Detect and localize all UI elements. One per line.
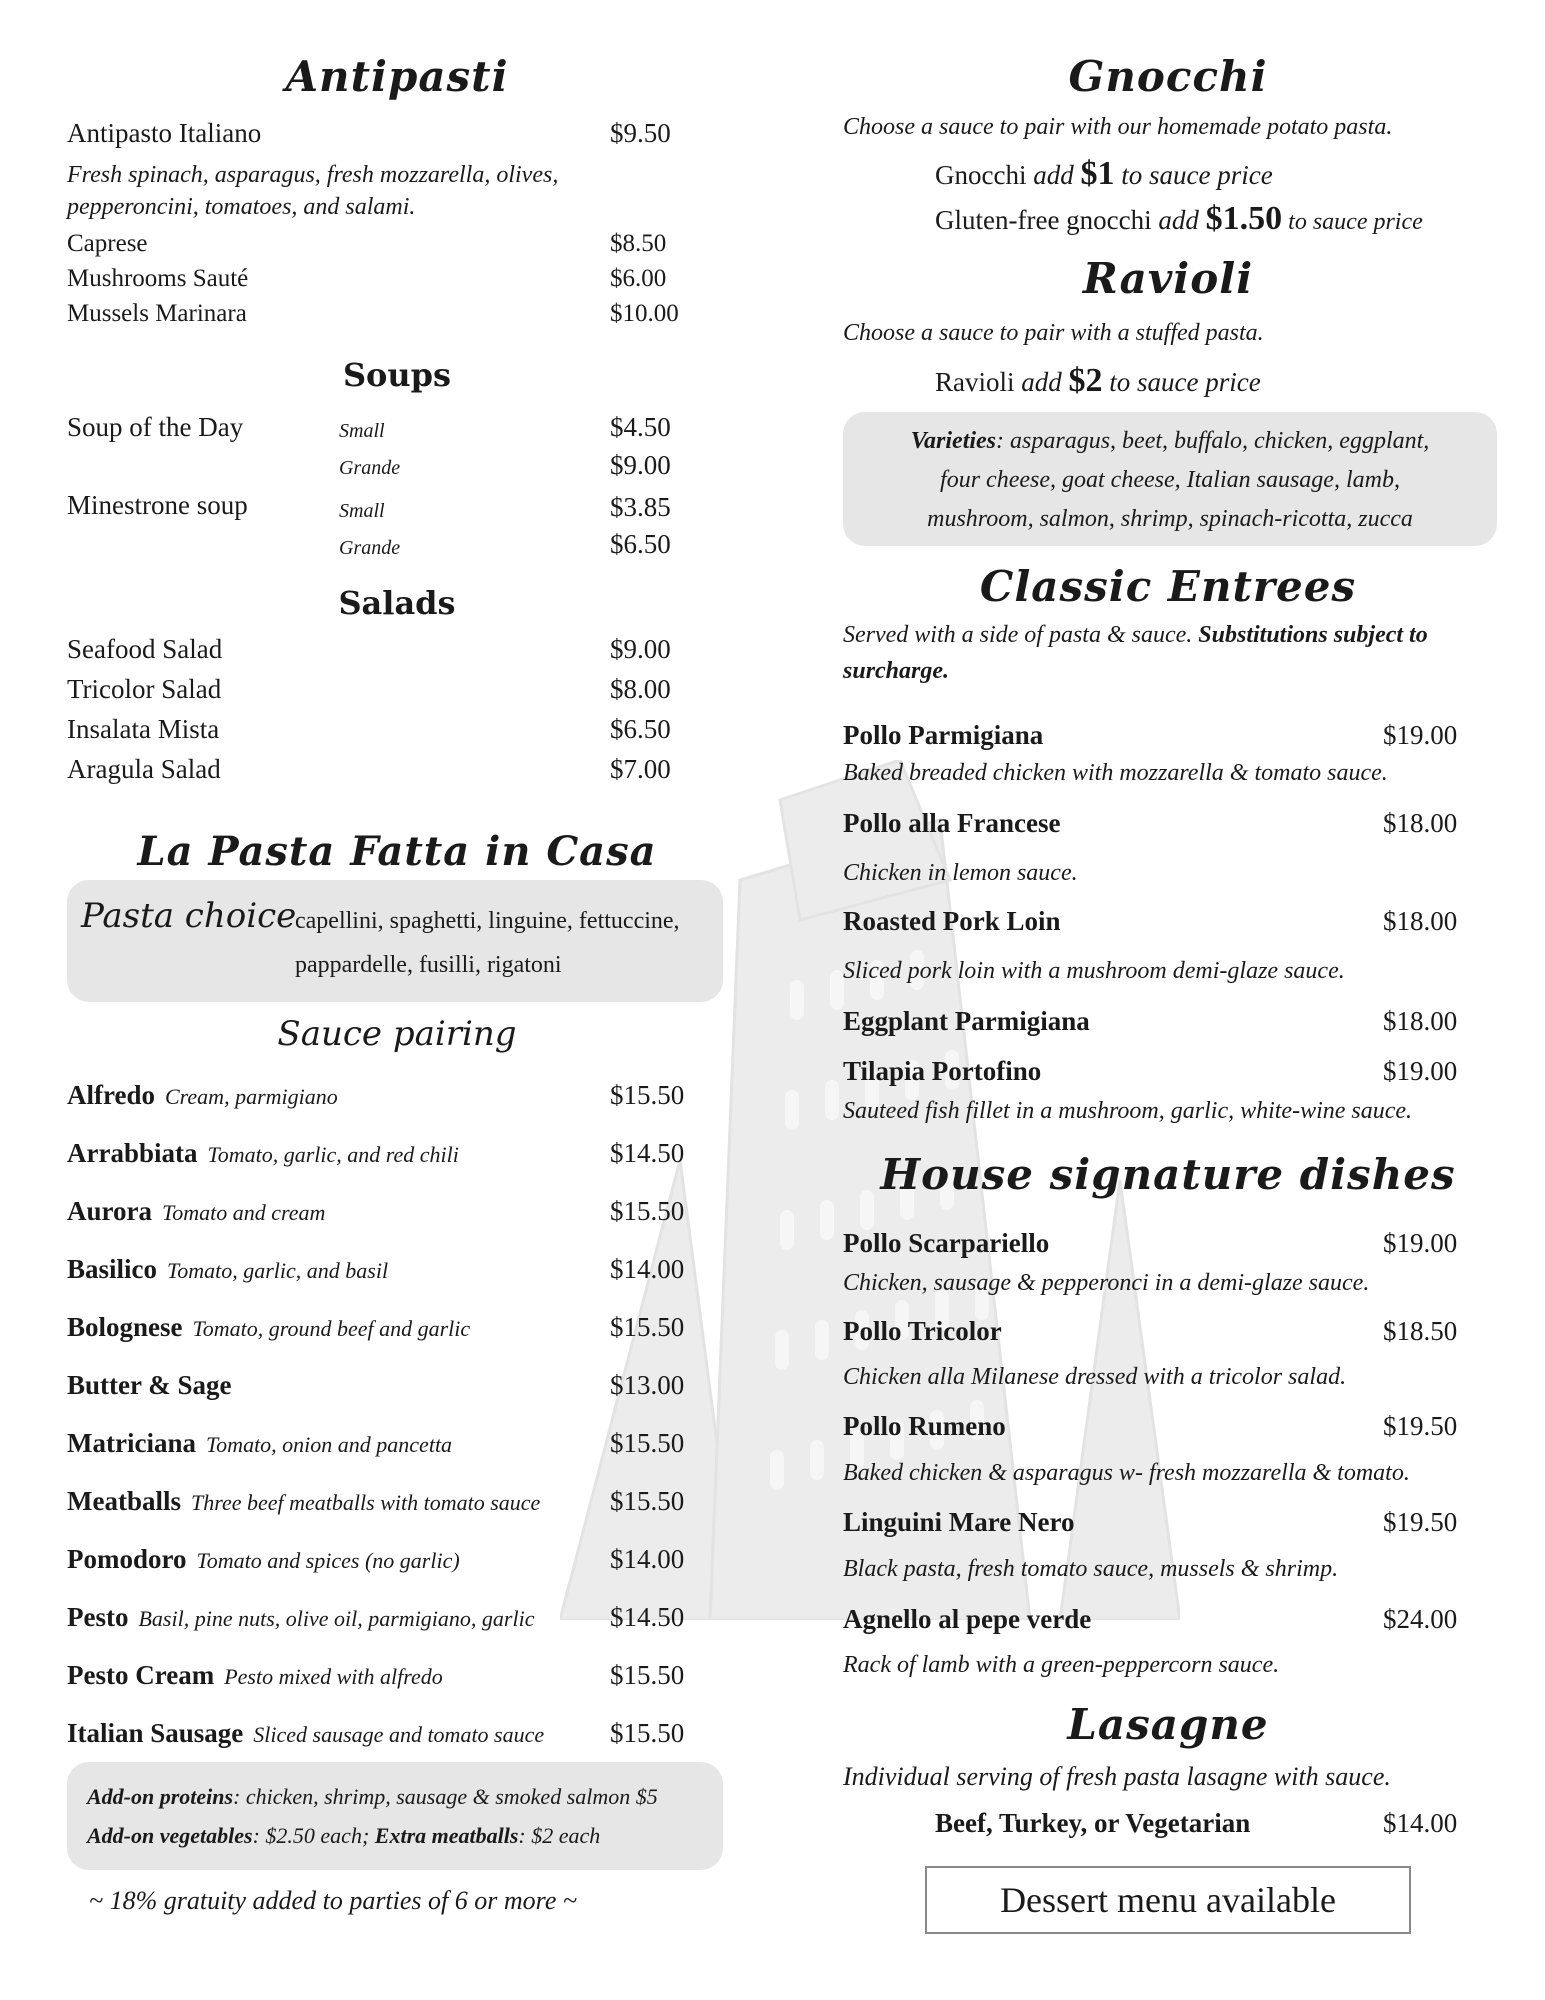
sauce-price: $14.00 [610, 1254, 685, 1284]
sauce-price: $15.50 [610, 1660, 685, 1690]
signature-dish-price: $19.50 [1383, 1411, 1458, 1441]
salads-title: Salads [338, 584, 456, 622]
signature-dish-desc: Baked chicken & asparagus w- fresh mozzarella & tomato. [843, 1460, 1410, 1486]
signature-dish-price: $19.50 [1383, 1507, 1458, 1537]
ravioli-option-amount: $2 [1068, 362, 1103, 399]
sauce-desc: Tomato and spices (no garlic) [196, 1548, 460, 1573]
sauce-name: Basilico [67, 1254, 158, 1284]
entree-name: Pollo Parmigiana [843, 720, 1044, 750]
salad-item-name: Insalata Mista [67, 714, 220, 744]
sauce-desc: Tomato, onion and pancetta [205, 1432, 453, 1457]
pasta-choice-list: pappardelle, fusilli, rigatoni [295, 952, 562, 978]
lasagne-item-price: $14.00 [1383, 1808, 1458, 1838]
soup-size-label: Small [339, 500, 385, 522]
sauce-row [67, 1718, 544, 1749]
addons-box [67, 1762, 723, 1870]
sauce-desc: Sliced sausage and tomato sauce [253, 1722, 545, 1747]
salad-item-price: $6.50 [610, 714, 671, 744]
sauce-name: Pomodoro [67, 1544, 187, 1574]
sauce-price: $15.50 [610, 1080, 685, 1110]
antipasti-item-price: $10.00 [610, 300, 679, 327]
sauce-name: Italian Sausage [67, 1718, 244, 1748]
ravioli-option-add: add [1014, 367, 1069, 397]
soup-item-name: Soup of the Day [67, 412, 244, 442]
sauce-desc: Tomato and cream [162, 1200, 326, 1225]
entree-price: $19.00 [1383, 1056, 1458, 1086]
gnocchi-option-amount: $1 [1080, 155, 1115, 192]
sauce-row [67, 1486, 540, 1517]
addon-proteins-text: : chicken, shrimp, sausage & smoked salmon $5 [233, 1784, 658, 1809]
extra-meatballs-text: : $2 each [518, 1823, 601, 1848]
antipasti-item-price: $6.00 [610, 265, 667, 292]
addon-veg-text: : $2.50 each; [252, 1823, 375, 1848]
sauce-name: Butter & Sage [67, 1370, 232, 1400]
entree-price: $18.00 [1383, 808, 1458, 838]
ravioli-title: Ravioli [1082, 254, 1254, 303]
antipasti-item-price: $9.50 [610, 118, 671, 148]
sauce-desc: Three beef meatballs with tomato sauce [191, 1490, 541, 1515]
addon-proteins-line [87, 1784, 658, 1810]
sauce-row [67, 1138, 459, 1169]
entrees-intro-bold: surcharge. [843, 658, 950, 684]
extra-meatballs-label: Extra meatballs [374, 1823, 519, 1848]
soup-price: $6.50 [610, 529, 671, 559]
sauce-desc: Tomato, garlic, and basil [167, 1258, 389, 1283]
signature-dish-desc: Chicken, sausage & pepperonci in a demi-glaze sauce. [843, 1270, 1370, 1296]
gnocchi-option-add: add [1151, 205, 1206, 235]
antipasti-item-desc: pepperoncini, tomatoes, and salami. [67, 194, 416, 220]
lasagne-item-name: Beef, Turkey, or Vegetarian [935, 1808, 1251, 1838]
ravioli-varieties-text: : asparagus, beet, buffalo, chicken, eggplant, [996, 428, 1430, 454]
sauce-row [67, 1196, 325, 1227]
entree-price: $19.00 [1383, 720, 1458, 750]
sauce-price: $14.00 [610, 1544, 685, 1574]
addon-vegetables-line [87, 1823, 600, 1849]
soup-size-label: Grande [339, 457, 401, 479]
salad-item-name: Seafood Salad [67, 634, 223, 664]
gnocchi-option-name: Gluten-free gnocchi [935, 205, 1152, 235]
antipasti-item-name: Caprese [67, 230, 148, 257]
gnocchi-title: Gnocchi [1068, 52, 1268, 101]
signature-dish-name: Pollo Rumeno [843, 1411, 1006, 1441]
ravioli-option-name: Ravioli [935, 367, 1015, 397]
signature-dish-price: $18.50 [1383, 1316, 1458, 1346]
pasta-choice-list: capellini, spaghetti, linguine, fettuccine, [295, 908, 680, 934]
entrees-intro-text: Served with a side of pasta & sauce. [843, 622, 1199, 648]
soup-price: $3.85 [610, 492, 671, 522]
ravioli-varieties-line: four cheese, goat cheese, Italian sausage, lamb, [940, 467, 1400, 493]
sauce-desc: Cream, parmigiano [165, 1084, 338, 1109]
sauce-name: Pesto Cream [67, 1660, 215, 1690]
sauce-desc: Basil, pine nuts, olive oil, parmigiano, garlic [138, 1606, 535, 1631]
signature-dish-name: Linguini Mare Nero [843, 1507, 1075, 1537]
sauce-desc: Pesto mixed with alfredo [224, 1664, 443, 1689]
sauce-name: Alfredo [67, 1080, 155, 1110]
house-signature-title: House signature dishes [880, 1150, 1456, 1199]
salad-item-name: Aragula Salad [67, 754, 221, 784]
ravioli-varieties-line: mushroom, salmon, shrimp, spinach-ricotta, zucca [927, 506, 1413, 532]
antipasti-item-price: $8.50 [610, 230, 667, 257]
signature-dish-name: Agnello al pepe verde [843, 1604, 1092, 1634]
pasta-title: La Pasta Fatta in Casa [137, 828, 657, 875]
soup-item-name: Minestrone soup [67, 490, 248, 520]
ravioli-option [935, 362, 1261, 400]
signature-dish-desc: Chicken alla Milanese dressed with a tricolor salad. [843, 1364, 1347, 1390]
sauce-row [67, 1660, 443, 1691]
sauce-desc: Tomato, ground beef and garlic [192, 1316, 471, 1341]
signature-dish-name: Pollo Tricolor [843, 1316, 1002, 1346]
gnocchi-option-add: add [1026, 160, 1081, 190]
entrees-intro [843, 622, 1428, 649]
gnocchi-option [935, 200, 1423, 238]
addon-proteins-label: Add-on proteins [87, 1784, 234, 1809]
soup-size-label: Grande [339, 537, 401, 559]
addon-veg-label: Add-on vegetables [87, 1823, 253, 1848]
entree-price: $18.00 [1383, 906, 1458, 936]
sauce-desc: Tomato, garlic, and red chili [207, 1142, 459, 1167]
lasagne-intro: Individual serving of fresh pasta lasagne with sauce. [843, 1762, 1391, 1791]
entree-name: Eggplant Parmigiana [843, 1006, 1090, 1036]
ravioli-intro: Choose a sauce to pair with a stuffed pasta. [843, 320, 1264, 346]
sauce-row [67, 1080, 338, 1111]
entree-desc: Chicken in lemon sauce. [843, 860, 1078, 886]
gnocchi-option-tail: to sauce price [1114, 160, 1273, 190]
gnocchi-option [935, 155, 1273, 193]
gnocchi-option-amount: $1.50 [1205, 200, 1283, 237]
sauce-name: Aurora [67, 1196, 152, 1226]
gnocchi-intro: Choose a sauce to pair with our homemade potato pasta. [843, 114, 1393, 140]
gratuity-note: ~ 18% gratuity added to parties of 6 or more ~ [89, 1886, 577, 1915]
signature-dish-desc: Black pasta, fresh tomato sauce, mussels & shrimp. [843, 1556, 1339, 1582]
sauce-price: $14.50 [610, 1602, 685, 1632]
sauce-price: $14.50 [610, 1138, 685, 1168]
sauce-price: $15.50 [610, 1428, 685, 1458]
entrees-intro-bold: Substitutions subject to [1198, 622, 1428, 648]
signature-dish-name: Pollo Scarpariello [843, 1228, 1050, 1258]
signature-dish-desc: Rack of lamb with a green-peppercorn sauce. [843, 1652, 1280, 1678]
entree-desc: Sliced pork loin with a mushroom demi-glaze sauce. [843, 958, 1345, 984]
sauce-price: $13.00 [610, 1370, 685, 1400]
lasagne-title: Lasagne [1067, 1700, 1269, 1749]
gnocchi-option-tail: to sauce price [1282, 209, 1423, 235]
gnocchi-option-name: Gnocchi [935, 160, 1027, 190]
sauce-price: $15.50 [610, 1718, 685, 1748]
salad-item-price: $8.00 [610, 674, 671, 704]
soup-price: $9.00 [610, 450, 671, 480]
salad-item-price: $7.00 [610, 754, 671, 784]
sauce-name: Arrabbiata [67, 1138, 198, 1168]
sauce-name: Bolognese [67, 1312, 183, 1342]
dessert-menu-banner: Dessert menu available [925, 1866, 1411, 1934]
sauce-price: $15.50 [610, 1196, 685, 1226]
sauce-name: Meatballs [67, 1486, 181, 1516]
antipasti-item-name: Mushrooms Sauté [67, 265, 249, 292]
sauce-row [67, 1602, 534, 1633]
entree-desc: Sauteed fish fillet in a mushroom, garlic, white-wine sauce. [843, 1098, 1413, 1124]
entree-price: $18.00 [1383, 1006, 1458, 1036]
sauce-pairing-title: Sauce pairing [277, 1014, 517, 1054]
signature-dish-price: $19.00 [1383, 1228, 1458, 1258]
sauce-row [67, 1544, 460, 1575]
entree-name: Tilapia Portofino [843, 1056, 1042, 1086]
ravioli-varieties-label: Varieties [910, 428, 997, 454]
signature-dish-price: $24.00 [1383, 1604, 1458, 1634]
salad-item-price: $9.00 [610, 634, 671, 664]
ravioli-varieties-line [843, 428, 1497, 455]
sauce-name: Matriciana [67, 1428, 196, 1458]
classic-entrees-title: Classic Entrees [979, 562, 1357, 611]
soups-title: Soups [342, 356, 452, 394]
salad-item-name: Tricolor Salad [67, 674, 222, 704]
antipasti-item-name: Antipasto Italiano [67, 118, 262, 148]
entree-name: Roasted Pork Loin [843, 906, 1061, 936]
soup-size-label: Small [339, 420, 385, 442]
antipasti-title: Antipasti [285, 52, 509, 101]
ravioli-option-tail: to sauce price [1102, 367, 1261, 397]
soup-price: $4.50 [610, 412, 671, 442]
pasta-choice-label: Pasta choice [81, 896, 297, 936]
sauce-row [67, 1254, 388, 1285]
sauce-name: Pesto [67, 1602, 129, 1632]
sauce-row [67, 1370, 241, 1401]
antipasti-item-name: Mussels Marinara [67, 300, 247, 327]
entree-name: Pollo alla Francese [843, 808, 1061, 838]
antipasti-item-desc: Fresh spinach, asparagus, fresh mozzarella, olives, [67, 162, 559, 188]
sauce-price: $15.50 [610, 1312, 685, 1342]
sauce-row [67, 1428, 452, 1459]
entree-desc: Baked breaded chicken with mozzarella & tomato sauce. [843, 760, 1388, 786]
sauce-price: $15.50 [610, 1486, 685, 1516]
sauce-row [67, 1312, 470, 1343]
